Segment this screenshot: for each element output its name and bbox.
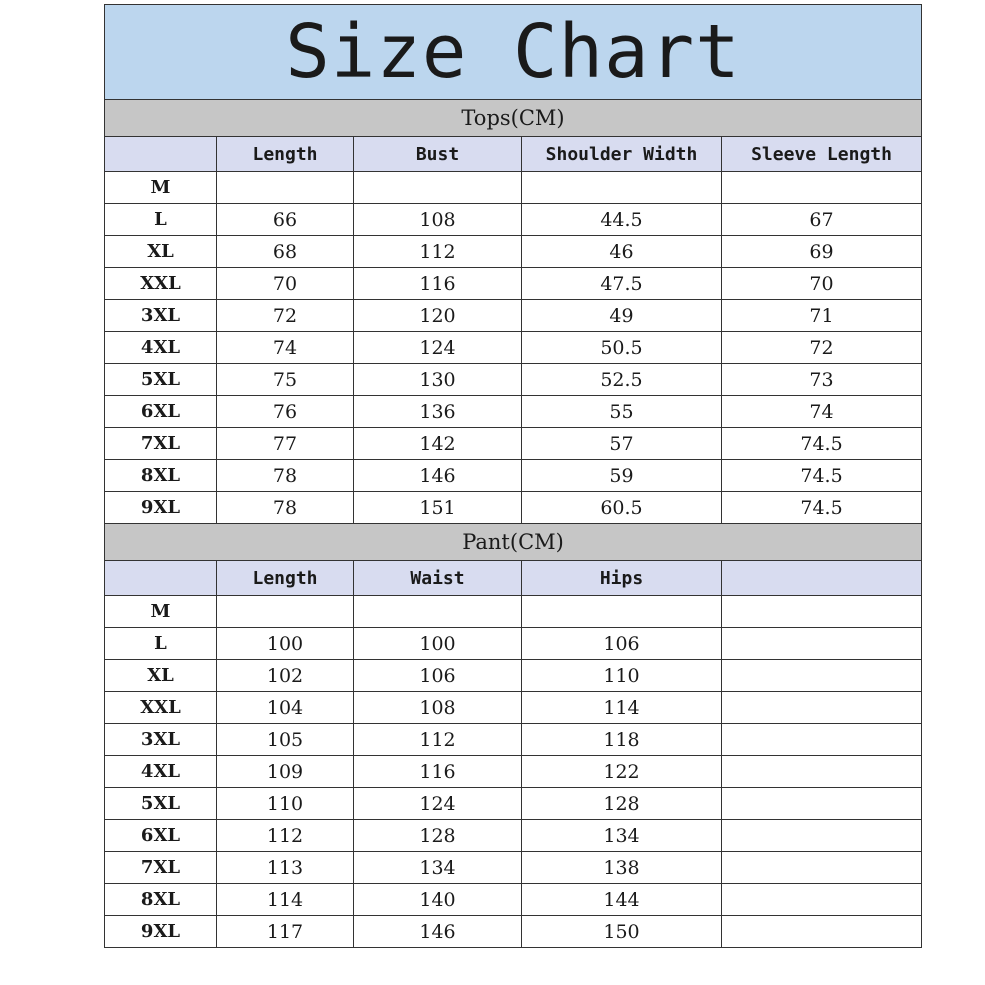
pants-table-cell: 140 [354,884,522,916]
pants-table-cell [722,852,922,884]
tops-column-header: Sleeve Length [722,137,922,172]
pants-table-row [105,852,922,884]
pants-table-cell [217,596,354,628]
pants-table-cell: 134 [354,852,522,884]
tops-column-header [105,137,217,172]
pants-column-header: Hips [522,561,722,596]
tops-section-title: Tops(CM) [105,100,922,137]
tops-table-cell: 74.5 [722,428,922,460]
pants-table-cell: 106 [354,660,522,692]
pants-table-cell: 102 [217,660,354,692]
chart-title: Size Chart [105,5,922,100]
pants-table-cell [522,596,722,628]
tops-size-label: XXL [105,268,217,300]
tops-table-cell: 108 [354,204,522,236]
pants-table-cell: 128 [354,820,522,852]
pants-column-header [722,561,922,596]
tops-table-cell: 74.5 [722,460,922,492]
pants-column-header: Length [217,561,354,596]
pants-size-label: XL [105,660,217,692]
pants-table-cell: 100 [217,628,354,660]
pants-table-cell: 112 [217,820,354,852]
pants-table-cell: 114 [522,692,722,724]
tops-table-cell: 50.5 [522,332,722,364]
tops-table-cell: 146 [354,460,522,492]
tops-table-cell: 72 [217,300,354,332]
tops-table-row [105,268,922,300]
pants-table-cell: 106 [522,628,722,660]
pants-table-cell: 114 [217,884,354,916]
tops-table-cell: 72 [722,332,922,364]
pants-column-header: Waist [354,561,522,596]
tops-size-label: XL [105,236,217,268]
pants-table-cell: 144 [522,884,722,916]
pants-table-row [105,788,922,820]
tops-table-row [105,236,922,268]
tops-table-cell [722,172,922,204]
pants-table-cell [722,692,922,724]
tops-table-cell: 74 [217,332,354,364]
tops-table-row [105,300,922,332]
tops-table-cell: 44.5 [522,204,722,236]
pants-table-cell: 150 [522,916,722,948]
pants-table-row [105,692,922,724]
pants-size-label: 9XL [105,916,217,948]
pants-size-label: 7XL [105,852,217,884]
tops-table-cell: 76 [217,396,354,428]
pants-size-label: 5XL [105,788,217,820]
tops-table-row [105,428,922,460]
tops-table-row [105,204,922,236]
tops-size-label: L [105,204,217,236]
pants-table-cell: 124 [354,788,522,820]
size-chart-body [105,5,922,948]
tops-table-cell: 120 [354,300,522,332]
tops-table-cell [522,172,722,204]
tops-size-label: 9XL [105,492,217,524]
pants-table-cell: 146 [354,916,522,948]
tops-size-label: 3XL [105,300,217,332]
tops-table-cell: 68 [217,236,354,268]
tops-table-cell: 55 [522,396,722,428]
pants-table-cell [722,884,922,916]
tops-size-label: 8XL [105,460,217,492]
pants-table-cell [722,660,922,692]
pants-table-cell: 128 [522,788,722,820]
tops-table-cell: 74.5 [722,492,922,524]
tops-size-label: M [105,172,217,204]
tops-column-header: Length [217,137,354,172]
tops-table-cell: 67 [722,204,922,236]
pants-size-label: 3XL [105,724,217,756]
tops-table-cell: 130 [354,364,522,396]
tops-table-cell: 151 [354,492,522,524]
tops-table-cell: 75 [217,364,354,396]
pants-table-cell: 109 [217,756,354,788]
pants-size-label: XXL [105,692,217,724]
pants-size-label: L [105,628,217,660]
pants-table-row [105,820,922,852]
title-row [105,5,922,100]
tops-table-row [105,492,922,524]
pants-table-cell: 116 [354,756,522,788]
pants-table-cell: 104 [217,692,354,724]
tops-table-cell: 66 [217,204,354,236]
pants-table-row [105,724,922,756]
pants-table-row [105,596,922,628]
tops-size-label: 7XL [105,428,217,460]
pants-table-cell: 110 [522,660,722,692]
tops-table-cell: 47.5 [522,268,722,300]
pants-header-row [105,561,922,596]
tops-table-cell: 124 [354,332,522,364]
size-chart-table [104,4,922,948]
tops-table-row [105,460,922,492]
pants-section-row [105,524,922,561]
pants-table-row [105,660,922,692]
tops-table-cell: 69 [722,236,922,268]
tops-size-label: 5XL [105,364,217,396]
tops-table-cell: 78 [217,460,354,492]
pants-table-cell [722,596,922,628]
pants-table-cell: 138 [522,852,722,884]
pants-table-cell: 110 [217,788,354,820]
pants-size-label: 8XL [105,884,217,916]
pants-table-row [105,628,922,660]
tops-header-row [105,137,922,172]
tops-column-header: Bust [354,137,522,172]
tops-table-cell [354,172,522,204]
pants-table-cell [354,596,522,628]
pants-size-label: 4XL [105,756,217,788]
pants-section-title: Pant(CM) [105,524,922,561]
pants-column-header [105,561,217,596]
pants-table-row [105,756,922,788]
tops-table-cell: 142 [354,428,522,460]
pants-table-cell [722,788,922,820]
tops-column-header: Shoulder Width [522,137,722,172]
pants-table-cell: 117 [217,916,354,948]
tops-table-cell: 136 [354,396,522,428]
pants-table-cell: 113 [217,852,354,884]
tops-section-row [105,100,922,137]
pants-table-cell [722,628,922,660]
tops-table-row [105,396,922,428]
pants-table-cell: 105 [217,724,354,756]
tops-table-cell: 112 [354,236,522,268]
tops-table-cell: 73 [722,364,922,396]
tops-table-cell: 70 [722,268,922,300]
tops-table-cell: 77 [217,428,354,460]
tops-table-cell: 71 [722,300,922,332]
pants-table-cell: 108 [354,692,522,724]
tops-table-row [105,364,922,396]
tops-table-cell: 49 [522,300,722,332]
pants-table-cell: 118 [522,724,722,756]
tops-table-row [105,332,922,364]
tops-table-cell: 59 [522,460,722,492]
tops-table-cell: 74 [722,396,922,428]
tops-table-cell: 46 [522,236,722,268]
pants-table-cell [722,916,922,948]
tops-table-cell: 116 [354,268,522,300]
tops-table-cell: 60.5 [522,492,722,524]
tops-table-cell [217,172,354,204]
pants-size-label: 6XL [105,820,217,852]
tops-table-cell: 70 [217,268,354,300]
tops-table-cell: 52.5 [522,364,722,396]
tops-table-cell: 57 [522,428,722,460]
pants-table-cell [722,724,922,756]
tops-size-label: 4XL [105,332,217,364]
pants-table-cell: 134 [522,820,722,852]
pants-table-cell: 100 [354,628,522,660]
tops-size-label: 6XL [105,396,217,428]
pants-table-row [105,884,922,916]
pants-table-cell [722,756,922,788]
tops-table-row [105,172,922,204]
pants-size-label: M [105,596,217,628]
pants-table-row [105,916,922,948]
pants-table-cell [722,820,922,852]
tops-table-cell: 78 [217,492,354,524]
pants-table-cell: 112 [354,724,522,756]
pants-table-cell: 122 [522,756,722,788]
